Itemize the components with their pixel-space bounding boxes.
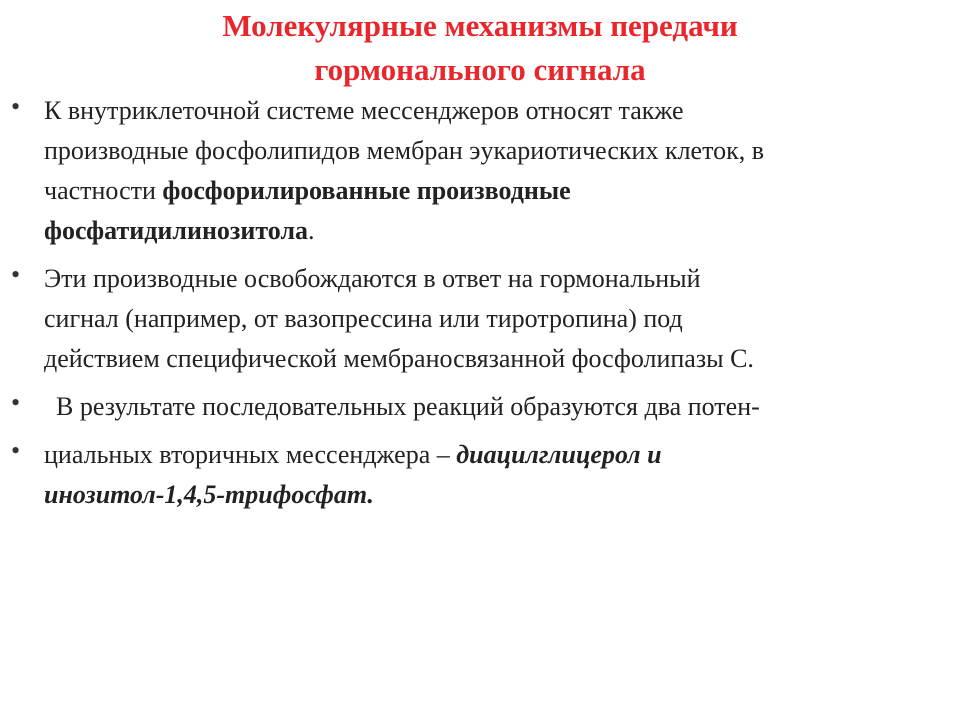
bullet-item-4 [0,435,924,515]
bullet-4-line-2: инозитол-1,4,5-трифосфат. [44,480,374,509]
slide-title-line-2: гормонального сигнала [314,52,646,87]
bullet-2-line-2: сигнал (например, от вазопрессина или тиротропина) под [44,304,683,333]
bullet-2-line-3: действием специфической мембраносвязанной фосфолипазы С. [44,344,754,373]
bullet-dot-icon: • [11,436,21,465]
bullet-dot-icon: • [11,260,21,289]
bullet-dot-icon: • [11,92,21,121]
bullet-item-1 [0,91,924,251]
bullet-item-3 [0,387,924,427]
bullet-3-line-1: В результате последовательных реакций образуются два потен- [56,392,760,421]
bullet-dot-icon: • [11,388,21,417]
bullet-2-line-1: Эти производные освобождаются в ответ на гормональный [44,264,701,293]
bullet-item-2 [0,259,924,379]
bullet-4-line-1-plain: циальных вторичных мессенджера – [44,440,457,469]
bullet-1-line-4-bold: фосфатидилинозитола [44,216,309,245]
bullet-1-line-2: производные фосфолипидов мембран эукариотических клеток, в [44,136,765,165]
bullet-4-line-1 [44,435,924,475]
bullet-1-line-1: К внутриклеточной системе мессенджеров относят также [44,96,684,125]
bullet-1-line-4-plain: . [308,216,315,245]
bullet-1-line-3 [44,171,924,211]
bullet-list [0,91,960,515]
slide-title-line-1: Молекулярные механизмы передачи [222,8,738,43]
bullet-1-line-4 [44,211,924,251]
bullet-4-line-1-bolditalic: диацилглицерол и [456,440,662,469]
bullet-1-line-3-bold: фосфорилированные производные [162,176,571,205]
bullet-1-line-3-plain: частности [44,176,163,205]
slide-title [60,4,900,92]
